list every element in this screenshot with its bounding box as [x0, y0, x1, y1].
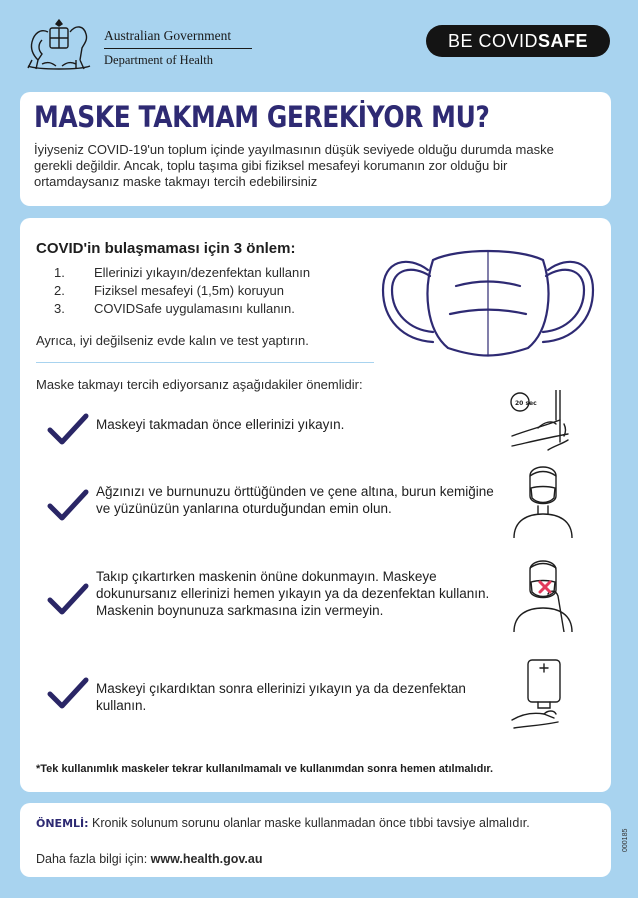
badge-prefix: BE COVID	[447, 30, 538, 51]
measure-text: Fiziksel mesafeyi (1,5m) koruyun	[94, 283, 284, 298]
check-icon	[46, 412, 90, 446]
step-text: Maskeyi çıkardıktan sonra ellerinizi yıkayın ya da dezenfektan kullanın.	[96, 681, 466, 713]
step-text: Takıp çıkartırken maskenin önüne dokunmayın. Maskeye dokunursanız ellerinizi hemen yıkayın ya da dezenfektan kullanın. Maskenin boynunuza sarkmasına izin vermeyin.	[96, 569, 490, 618]
measure-text: COVIDSafe uygulamasını kullanın.	[94, 301, 295, 316]
sanitiser-icon	[508, 656, 578, 732]
intro-card	[20, 92, 611, 206]
footnote: *Tek kullanımlık maskeler tekrar kullanılmamalı ve kullanımdan sonra hemen atılmalıdır.	[36, 763, 494, 775]
badge-suffix: SAFE	[538, 30, 589, 51]
gov-line-1: Australian Government	[104, 28, 252, 49]
more-info	[36, 852, 262, 866]
no-touch-mask-icon	[508, 556, 578, 632]
measure-number: 1.	[54, 265, 65, 280]
important-text: Kronik solunum sorunu olanlar maske kullanmadan önce tıbbi tavsiye almalıdır.	[92, 816, 530, 830]
step-text: Ağzınızı ve burnunuzu örttüğünden ve çene altına, burun kemiğine ve yüzünüzün yanlarına oturduğundan emin olun.	[96, 484, 494, 516]
page-title: MASKE TAKMAM GEREKİYOR MU?	[34, 100, 490, 134]
steps-intro: Maske takmayı tercih ediyorsanız aşağıdakiler önemlidir:	[36, 377, 363, 392]
measures-heading: COVID'in bulaşmaması için 3 önlem:	[36, 240, 296, 257]
measure-item	[54, 264, 310, 282]
divider	[36, 362, 374, 363]
important-label: ÖNEMLİ:	[36, 817, 89, 830]
document-code: 000185	[622, 828, 629, 852]
be-covidsafe-badge	[426, 25, 610, 57]
gov-line-2: Department of Health	[104, 53, 213, 67]
important-card	[20, 803, 611, 877]
person-mask-icon	[508, 462, 578, 538]
coat-of-arms-icon	[20, 14, 98, 74]
more-info-prefix: Daha fazla bilgi için:	[36, 852, 151, 866]
step-text: Maskeyi takmadan önce ellerinizi yıkayın.	[96, 417, 345, 432]
check-icon	[46, 676, 90, 710]
check-icon	[46, 582, 90, 616]
header	[0, 0, 638, 88]
face-mask-icon	[378, 230, 598, 360]
hand-washing-icon	[508, 390, 578, 466]
important-note	[36, 815, 556, 832]
guidance-card	[20, 218, 611, 792]
intro-text: İyiyseniz COVID-19'un toplum içinde yayılmasının düşük seviyede olduğu durumda maske gerekli değildir. Ancak, toplu taşıma gibi fiziksel mesafeyi korumanın zor olduğu bir ortamdaysanız maske takmayı tercih edebilirsiniz	[34, 142, 554, 189]
stay-home-text: Ayrıca, iyi değilseniz evde kalın ve test yaptırın.	[36, 333, 309, 348]
measures-list	[54, 264, 310, 318]
check-icon	[46, 488, 90, 522]
measure-item	[54, 300, 310, 318]
measure-text: Ellerinizi yıkayın/dezenfektan kullanın	[94, 265, 311, 280]
timer-label: 20 sec	[515, 400, 537, 407]
health-website-link[interactable]: www.health.gov.au	[150, 852, 263, 866]
government-logo-text	[104, 28, 252, 68]
measure-number: 2.	[54, 283, 65, 298]
measure-number: 3.	[54, 301, 65, 316]
measure-item	[54, 282, 310, 300]
